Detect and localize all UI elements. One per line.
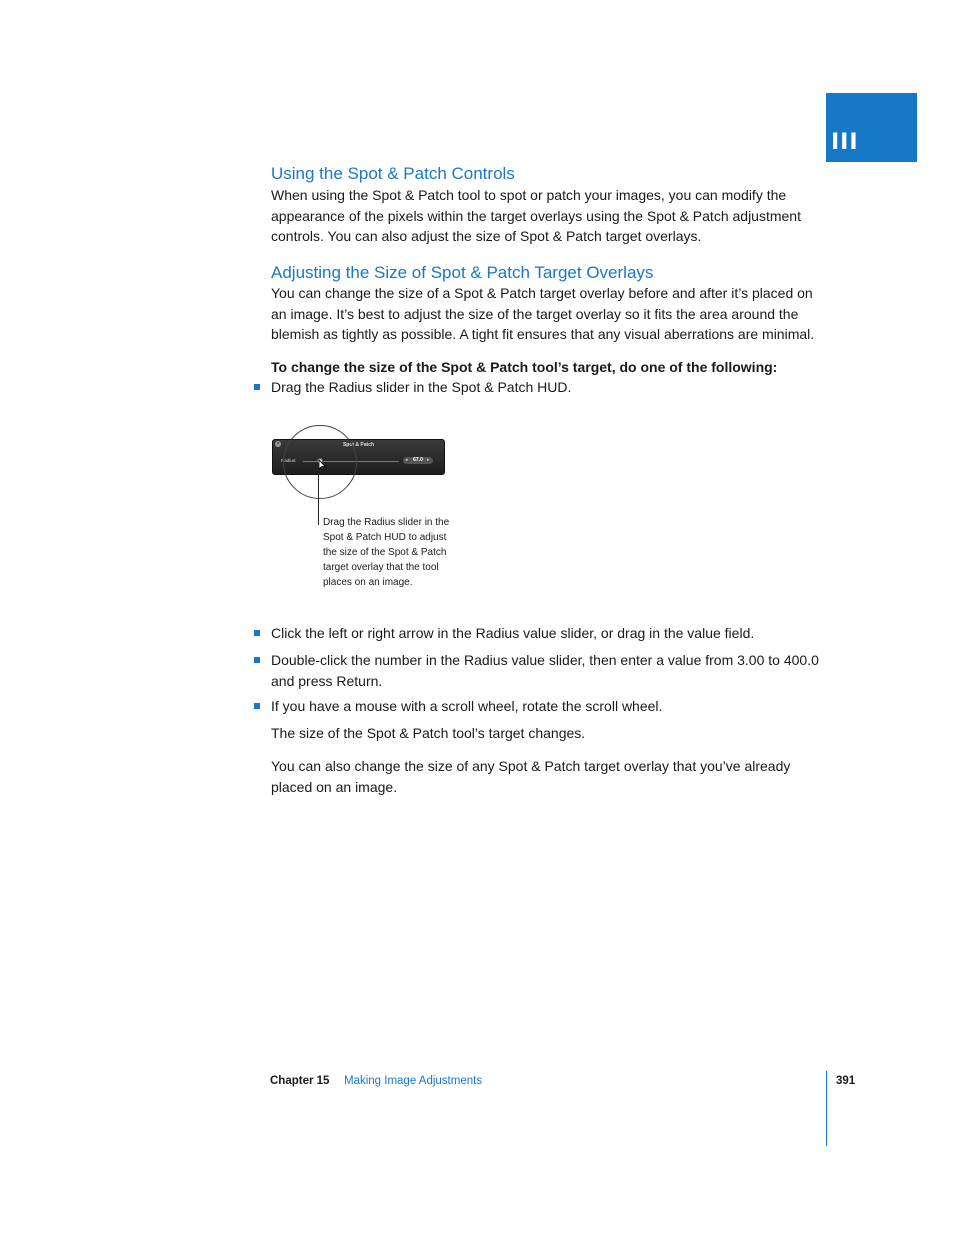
section-body-adjusting: You can change the size of a Spot & Patch target overlay before and after it’s placed on an image. It’s best to adjust the size of the target overlay so it fits the area around the blemish as tightly as possible. A tight fit ensures that any visual aberrations are minimal. [271,285,815,342]
arrow-right-icon: ▸ [427,457,430,463]
bullet-icon [254,384,260,390]
section-heading-adjusting: Adjusting the Size of Spot & Patch Target Overlays [271,263,654,282]
arrow-left-icon: ◂ [405,457,408,463]
closing-text: You can also change the size of any Spot & Patch target overlay that you’ve already placed on an image. [271,758,791,795]
callout-line [318,463,319,525]
task-heading: To change the size of the Spot & Patch tool’s target, do one of the following: [271,359,778,375]
bullet-icon [254,703,260,709]
page-number: 391 [836,1075,856,1087]
pointer-cursor-icon [318,459,326,471]
close-icon: × [276,441,280,447]
radius-label: Radius: [281,458,297,463]
footer-chapter: Chapter 15 [270,1075,330,1087]
list-item-text: Drag the Radius slider in the Spot & Patch HUD. [271,379,572,395]
list-item [271,696,831,717]
bullet-icon [254,657,260,663]
hud-title: Spot & Patch [342,442,375,448]
radius-value-field: 67.0 [403,457,433,464]
list-item-text: Click the left or right arrow in the Radius value slider, or drag in the value field. [271,625,755,641]
part-tab-label: III [831,130,859,155]
section-heading-controls: Using the Spot & Patch Controls [271,164,515,183]
result-text: The size of the Spot & Patch tool’s target changes. [271,725,586,741]
footer-divider [826,1071,827,1146]
footer-chapter-title: Making Image Adjustments [344,1075,483,1087]
section-body-controls: When using the Spot & Patch tool to spot or patch your images, you can modify the appearance of the pixels within the target overlays using the Spot & Patch adjustment controls. You can also adjust the size of Spot & Patch target overlays. [271,187,801,244]
list-item [271,623,831,644]
figure-callout: Drag the Radius slider in the Spot & Patch HUD to adjust the size of the Spot & Patch target overlay that the tool places on an image. [323,517,450,588]
list-item-text: Double-click the number in the Radius value slider, then enter a value from 3.00 to 400.0 and press Return. [271,652,819,689]
bullet-icon [254,630,260,636]
part-tab [826,93,917,162]
list-item [271,650,831,691]
list-item-text: If you have a mouse with a scroll wheel, rotate the scroll wheel. [271,698,663,714]
list-item [271,377,831,398]
